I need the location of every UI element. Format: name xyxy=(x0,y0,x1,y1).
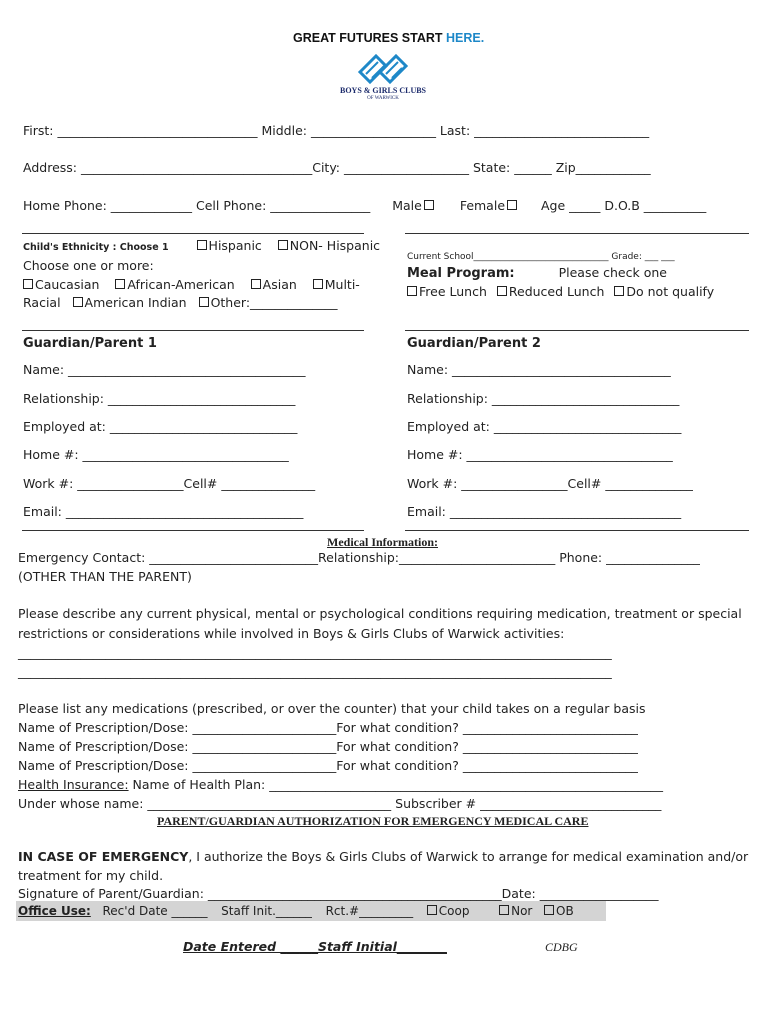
ethnicity-row-1 xyxy=(23,238,380,256)
african-american-checkbox[interactable] xyxy=(115,279,125,289)
other-label[interactable]: Other:______________ xyxy=(210,295,338,310)
divider-right-1 xyxy=(405,233,749,234)
asian-checkbox[interactable] xyxy=(251,279,261,289)
meal-options xyxy=(407,284,714,300)
health-plan-field[interactable]: Name of Health Plan: _______________________________________________________________ xyxy=(128,777,663,792)
guardian-2-title: Guardian/Parent 2 xyxy=(407,336,541,351)
conditions-line-2[interactable]: _______________________________________________________________________________________________ xyxy=(18,664,612,679)
american-indian-label: American Indian xyxy=(84,295,187,310)
guardian-1-email[interactable]: Email: ______________________________________ xyxy=(23,504,304,519)
medications-prompt: Please list any medications (prescribed, or over the counter) that your child takes on a regular basis xyxy=(18,701,646,716)
non-hispanic-checkbox[interactable] xyxy=(278,240,288,250)
ethnicity-row-3 xyxy=(23,295,338,311)
guardian-2-email[interactable]: Email: _____________________________________ xyxy=(407,504,682,519)
receipt-number-field[interactable]: Rct.#_________ xyxy=(325,904,414,918)
male-option: Male xyxy=(392,198,422,213)
authorization-text-2: treatment for my child. xyxy=(18,868,164,883)
multi-label: Multi- xyxy=(324,277,360,292)
hispanic-label: Hispanic xyxy=(208,238,262,253)
divider-left-3 xyxy=(22,530,364,531)
guardian-2-home[interactable]: Home #: _________________________________ xyxy=(407,447,673,462)
subscriber-row[interactable]: Under whose name: _______________________________________ Subscriber # _____________________________ xyxy=(18,796,662,811)
recd-date-field[interactable]: Rec'd Date ______ xyxy=(102,904,208,918)
female-option: Female xyxy=(459,198,506,213)
meal-label: Meal Program: xyxy=(407,266,515,281)
tagline xyxy=(293,30,484,46)
address-row[interactable]: Address: _____________________________________City: ____________________ State: ______ Zip____________ xyxy=(23,160,651,175)
tagline-main: GREAT FUTURES START xyxy=(293,31,447,45)
guardian-1-title: Guardian/Parent 1 xyxy=(23,336,157,351)
conditions-prompt-1: Please describe any current physical, mental or psychological conditions requiring medication, treatment or special xyxy=(18,606,742,621)
school-line[interactable]: Current School______________________________ Grade: ___ ___ xyxy=(407,252,675,262)
club-logo-icon xyxy=(356,52,410,88)
female-checkbox[interactable] xyxy=(507,200,517,210)
office-use-row xyxy=(18,903,574,919)
nor-checkbox[interactable] xyxy=(499,905,509,915)
office-use-label: Office Use: xyxy=(18,904,91,918)
hispanic-checkbox[interactable] xyxy=(197,240,207,250)
emergency-contact[interactable]: Emergency Contact: ___________________________Relationship:_________________________ Phone: _______________ xyxy=(18,550,700,565)
divider-right-2 xyxy=(405,330,749,331)
health-insurance-label: Health Insurance: xyxy=(18,777,129,792)
coop-label: Coop xyxy=(438,904,470,918)
african-american-label: African-American xyxy=(127,277,235,292)
ethnicity-row-2 xyxy=(23,277,360,293)
medical-title: Medical Information: xyxy=(327,535,438,549)
prescription-3[interactable]: Name of Prescription/Dose: _______________________For what condition? ____________________________ xyxy=(18,758,638,773)
authorization-body: , I authorize the Boys & Girls Clubs of Warwick to arrange for medical examination and/or xyxy=(188,849,749,864)
staff-init-field[interactable]: Staff Init.______ xyxy=(221,904,312,918)
reduced-lunch-label: Reduced Lunch xyxy=(508,284,605,299)
coop-checkbox[interactable] xyxy=(427,905,437,915)
ob-checkbox[interactable] xyxy=(544,905,554,915)
guardian-1-relationship[interactable]: Relationship: ______________________________ xyxy=(23,391,296,406)
nor-label: Nor xyxy=(511,904,533,918)
guardian-2-employed[interactable]: Employed at: ______________________________ xyxy=(407,419,682,434)
free-lunch-label: Free Lunch xyxy=(419,284,487,299)
guardian-1-home[interactable]: Home #: _________________________________ xyxy=(23,447,289,462)
guardian-1-name[interactable]: Name: ______________________________________ xyxy=(23,362,306,377)
american-indian-checkbox[interactable] xyxy=(73,297,83,307)
free-lunch-checkbox[interactable] xyxy=(407,286,417,296)
guardian-2-relationship[interactable]: Relationship: ______________________________ xyxy=(407,391,680,406)
conditions-line-1[interactable]: _______________________________________________________________________________________________ xyxy=(18,645,612,660)
ob-label: OB xyxy=(556,904,574,918)
divider-left-1 xyxy=(22,233,364,234)
caucasian-checkbox[interactable] xyxy=(23,279,33,289)
phone-fields[interactable]: Home Phone: _____________ Cell Phone: ________________ xyxy=(23,198,371,213)
authorization-title: PARENT/GUARDIAN AUTHORIZATION FOR EMERGENCY MEDICAL CARE xyxy=(157,814,589,828)
authorization-text-1 xyxy=(18,849,748,865)
signature-row[interactable]: Signature of Parent/Guardian: _______________________________________________Date: ___________________ xyxy=(18,886,659,901)
other-than-parent: (OTHER THAN THE PARENT) xyxy=(18,569,192,584)
program-code: CDBG xyxy=(545,940,578,954)
racial-label: Racial xyxy=(23,295,61,310)
do-not-qualify-label: Do not qualify xyxy=(626,284,715,299)
asian-label: Asian xyxy=(262,277,297,292)
prescription-2[interactable]: Name of Prescription/Dose: _______________________For what condition? ____________________________ xyxy=(18,739,638,754)
other-checkbox[interactable] xyxy=(199,297,209,307)
guardian-1-employed[interactable]: Employed at: ______________________________ xyxy=(23,419,298,434)
org-sub: OF WARWICK xyxy=(367,96,399,101)
caucasian-label: Caucasian xyxy=(35,277,100,292)
guardian-2-name[interactable]: Name: ___________________________________ xyxy=(407,362,671,377)
check-one-label: Please check one xyxy=(558,265,667,280)
emergency-lead: IN CASE OF EMERGENCY xyxy=(18,849,189,864)
multi-racial-checkbox[interactable] xyxy=(313,279,323,289)
male-checkbox[interactable] xyxy=(424,200,434,210)
choose-label: Choose one or more: xyxy=(23,258,154,273)
divider-right-3 xyxy=(405,530,749,531)
name-row[interactable]: First: ________________________________ Middle: ____________________ Last: ____________________________ xyxy=(23,123,650,138)
age-dob-fields[interactable]: Age _____ D.O.B __________ xyxy=(540,198,707,213)
non-hispanic-label: NON- Hispanic xyxy=(289,238,381,253)
reduced-lunch-checkbox[interactable] xyxy=(497,286,507,296)
do-not-qualify-checkbox[interactable] xyxy=(614,286,624,296)
divider-left-2 xyxy=(22,330,364,331)
prescription-1[interactable]: Name of Prescription/Dose: _______________________For what condition? ____________________________ xyxy=(18,720,638,735)
tagline-accent: HERE. xyxy=(446,31,485,45)
conditions-prompt-2: restrictions or considerations while involved in Boys & Girls Clubs of Warwick activities: xyxy=(18,626,565,641)
phone-row xyxy=(23,198,706,214)
guardian-2-work[interactable]: Work #: _________________Cell# ______________ xyxy=(407,476,693,491)
meal-row xyxy=(407,265,667,282)
ethnicity-label: Child's Ethnicity : Choose 1 xyxy=(23,242,169,253)
guardian-1-work[interactable]: Work #: _________________Cell# _______________ xyxy=(23,476,316,491)
health-insurance-row xyxy=(18,777,663,793)
date-entered-row[interactable]: Date Entered ______Staff Initial________ xyxy=(183,939,447,954)
org-name: BOYS & GIRLS CLUBS xyxy=(339,86,427,95)
